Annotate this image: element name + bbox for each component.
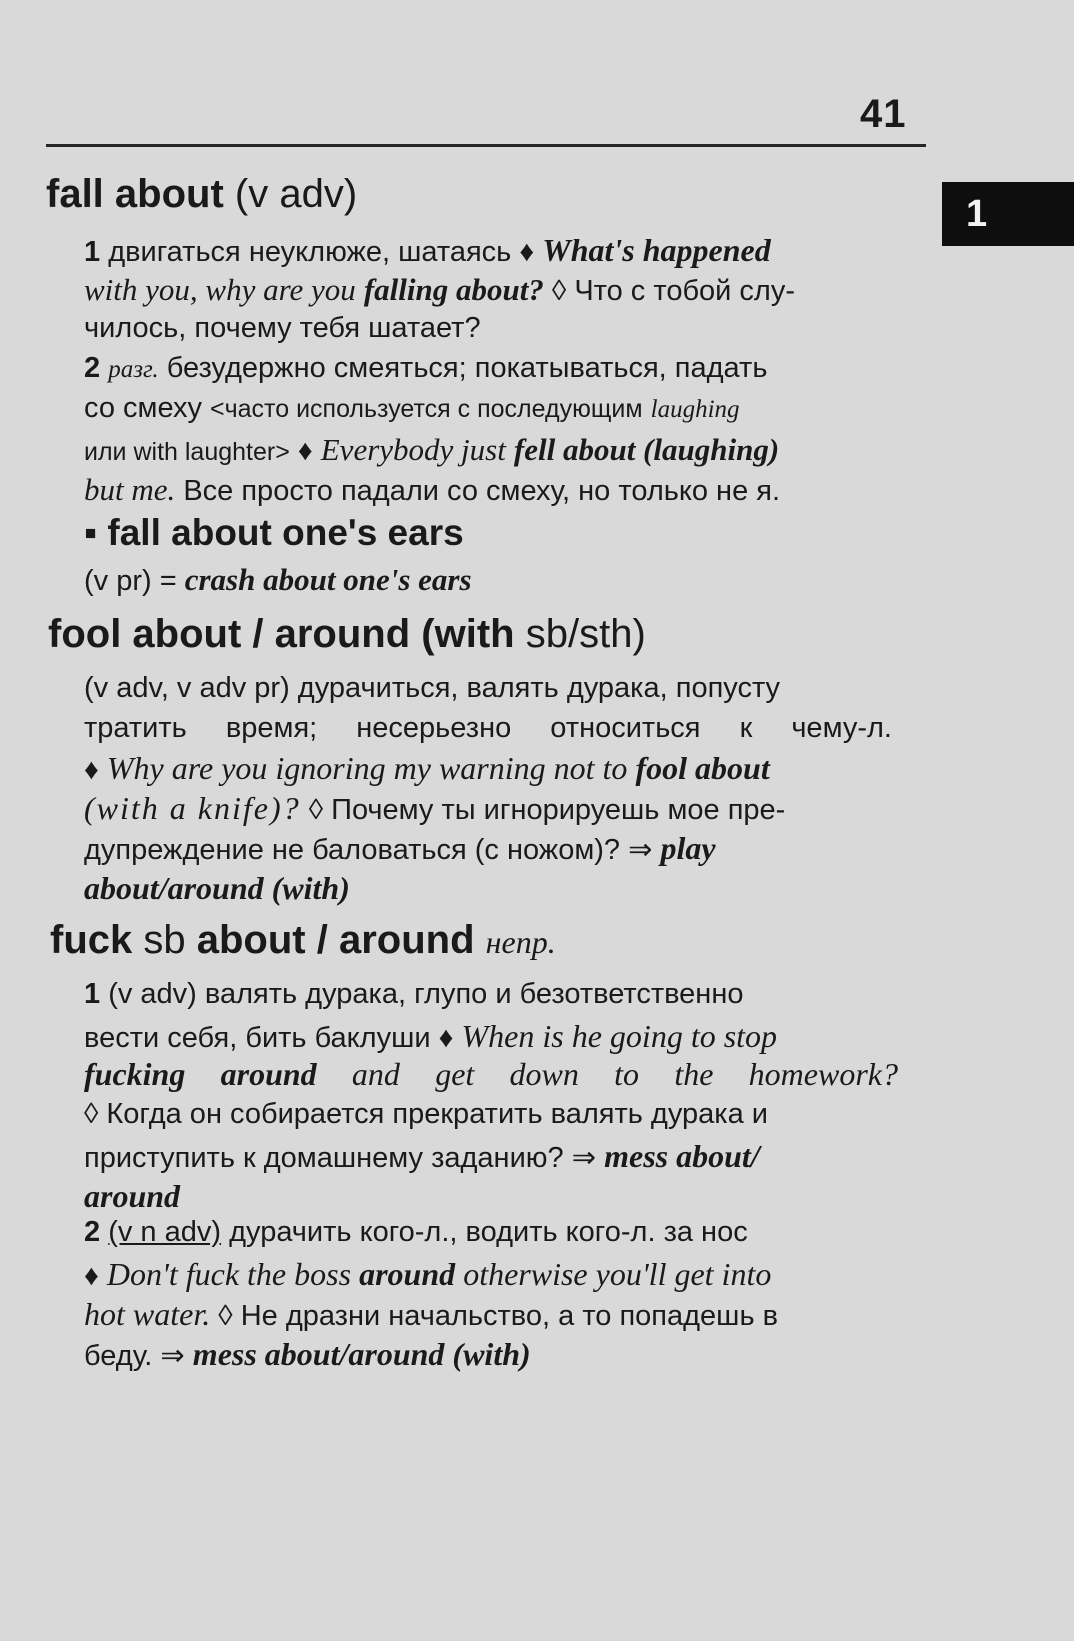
example-word: homework? xyxy=(748,1056,898,1092)
example-text: What's happened xyxy=(542,232,771,268)
idiom-title: fall about one's ears xyxy=(107,512,464,553)
headword: fall about xyxy=(46,172,224,216)
example-text: but me. xyxy=(84,472,176,507)
cross-reference: around xyxy=(84,1178,181,1214)
sense-number: 1 xyxy=(84,236,101,268)
sense-number: 2 xyxy=(84,352,101,384)
example-text: When is he going to stop xyxy=(461,1018,778,1054)
definition: со смеху xyxy=(84,392,202,424)
example-word: the xyxy=(674,1056,714,1092)
example-bullet: ♦ xyxy=(519,236,535,268)
usage-note: или with laughter> xyxy=(84,438,290,466)
definition: вести себя, бить баклуши xyxy=(84,1022,431,1054)
grammar-code: (v adv) xyxy=(234,172,358,216)
cross-reference: play xyxy=(660,830,716,866)
definition: (v adv) валять дурака, глупо и безответственно xyxy=(108,978,744,1010)
idiom-heading xyxy=(84,512,464,554)
translation-marker: ◊ xyxy=(84,1098,99,1130)
translation: приступить к домашнему заданию? xyxy=(84,1142,564,1174)
cross-ref-arrow: ⇒ xyxy=(160,1340,185,1372)
definition: безудержно смеяться; покатываться, падать xyxy=(166,352,768,384)
example-highlight: fucking xyxy=(84,1056,186,1092)
cross-reference: crash about one's ears xyxy=(184,562,472,597)
translation: Не дразни начальство, а то попадешь в xyxy=(240,1300,779,1332)
definition-word: к xyxy=(739,712,753,744)
entry-headword-fuck-about xyxy=(50,918,556,963)
translation: Все просто падали со смеху, но только не я. xyxy=(183,475,781,507)
entry-headword-fall-about xyxy=(46,172,357,217)
sense-line xyxy=(84,1336,531,1373)
section-tab: 1 xyxy=(942,182,1074,246)
sense-line xyxy=(84,312,481,345)
example-bullet: ♦ xyxy=(84,1260,99,1292)
page-number: 41 xyxy=(860,92,907,136)
example-highlight: falling about? xyxy=(363,272,544,307)
sense-line xyxy=(84,790,785,827)
sense-line xyxy=(84,392,740,425)
sense-line xyxy=(84,830,716,867)
example-text: Everybody just xyxy=(320,432,506,467)
sense-number: 1 xyxy=(84,978,101,1010)
grammar-code: (v pr) = xyxy=(84,565,177,597)
cross-ref-arrow: ⇒ xyxy=(628,834,653,866)
definition: дурачить кого-л., водить кого-л. за нос xyxy=(229,1216,748,1248)
cross-reference: about/around (with) xyxy=(84,870,350,906)
sense-line xyxy=(84,1216,748,1249)
grammar-code: (v n adv) xyxy=(108,1216,222,1248)
entry-headword-fool-about xyxy=(48,612,646,657)
example-text: otherwise you'll get into xyxy=(463,1256,772,1292)
translation: дупреждение не баловаться (с ножом)? xyxy=(84,834,621,866)
usage-label: непр. xyxy=(485,924,556,960)
definition-word: относиться xyxy=(550,712,701,744)
sense-line xyxy=(84,1178,180,1215)
translation: Почему ты игнорируешь мое пре- xyxy=(331,794,786,826)
sense-line xyxy=(84,750,770,787)
translation: Что с тобой слу- xyxy=(574,275,796,307)
sense-line xyxy=(84,870,350,907)
translation: беду. xyxy=(84,1340,153,1372)
example-bullet: ♦ xyxy=(84,754,99,786)
sense-line xyxy=(84,232,926,269)
header-rule xyxy=(46,144,926,147)
example-word: get xyxy=(435,1056,475,1092)
sense-line xyxy=(84,272,795,308)
cross-ref-arrow: ⇒ xyxy=(571,1142,597,1174)
headword: fool about / around (with xyxy=(48,612,515,656)
example-word: to xyxy=(614,1056,640,1092)
sense-line xyxy=(84,1056,898,1093)
sense-line xyxy=(84,1018,777,1055)
translation: Когда он собирается прекратить валять дурака и xyxy=(106,1098,768,1130)
example-text: (with a knife)? xyxy=(84,790,301,826)
example-bullet: ♦ xyxy=(297,435,313,467)
sense-line xyxy=(84,472,780,508)
sense-line xyxy=(84,672,780,705)
headword-object: sb xyxy=(143,918,186,962)
cross-reference: mess about/around (with) xyxy=(192,1336,531,1372)
example-text: Don't fuck the boss xyxy=(106,1256,352,1292)
sense-line xyxy=(84,712,892,745)
translation: чилось, почему тебя шатает? xyxy=(84,312,481,344)
idiom-marker: ▪ xyxy=(84,512,98,553)
usage-note: <часто используется с последующим xyxy=(210,395,643,423)
sense-number: 2 xyxy=(84,1216,101,1248)
example-highlight: fool about xyxy=(635,750,770,786)
definition-word: тратить xyxy=(84,712,187,744)
example-text: with you, why are you xyxy=(84,272,356,307)
cross-reference: mess about/ xyxy=(604,1138,760,1174)
translation-marker: ◊ xyxy=(551,275,567,307)
sense-line xyxy=(84,1256,771,1293)
example-highlight: around xyxy=(220,1056,317,1092)
idiom-line xyxy=(84,562,472,598)
example-highlight: around xyxy=(359,1256,456,1292)
usage-label: разг. xyxy=(108,356,159,383)
definition-word: чему-л. xyxy=(791,712,892,744)
definition: двигаться неуклюже, шатаясь xyxy=(108,236,512,268)
example-text: Why are you ignoring my warning not to xyxy=(106,750,628,786)
usage-note-term: laughing xyxy=(650,396,740,423)
definition-word: несерьезно xyxy=(356,712,512,744)
sense-line xyxy=(84,1138,760,1175)
definition: (v adv, v adv pr) дурачиться, валять дурака, попусту xyxy=(84,672,781,704)
sense-line xyxy=(84,978,743,1011)
sense-line xyxy=(84,1296,778,1333)
example-text: hot water. xyxy=(84,1296,211,1332)
headword-object: sb/sth) xyxy=(525,612,646,656)
definition-word: время; xyxy=(225,712,318,744)
example-bullet: ♦ xyxy=(438,1022,454,1054)
sense-line xyxy=(84,1098,768,1131)
example-word: down xyxy=(509,1056,579,1092)
headword: about / around xyxy=(196,918,475,962)
translation-marker: ◊ xyxy=(218,1300,233,1332)
sense-line xyxy=(84,432,779,468)
translation-marker: ◊ xyxy=(308,794,324,826)
example-highlight: fell about (laughing) xyxy=(513,432,780,467)
headword: fuck xyxy=(50,918,133,962)
example-word: and xyxy=(351,1056,400,1092)
sense-line xyxy=(84,352,767,385)
